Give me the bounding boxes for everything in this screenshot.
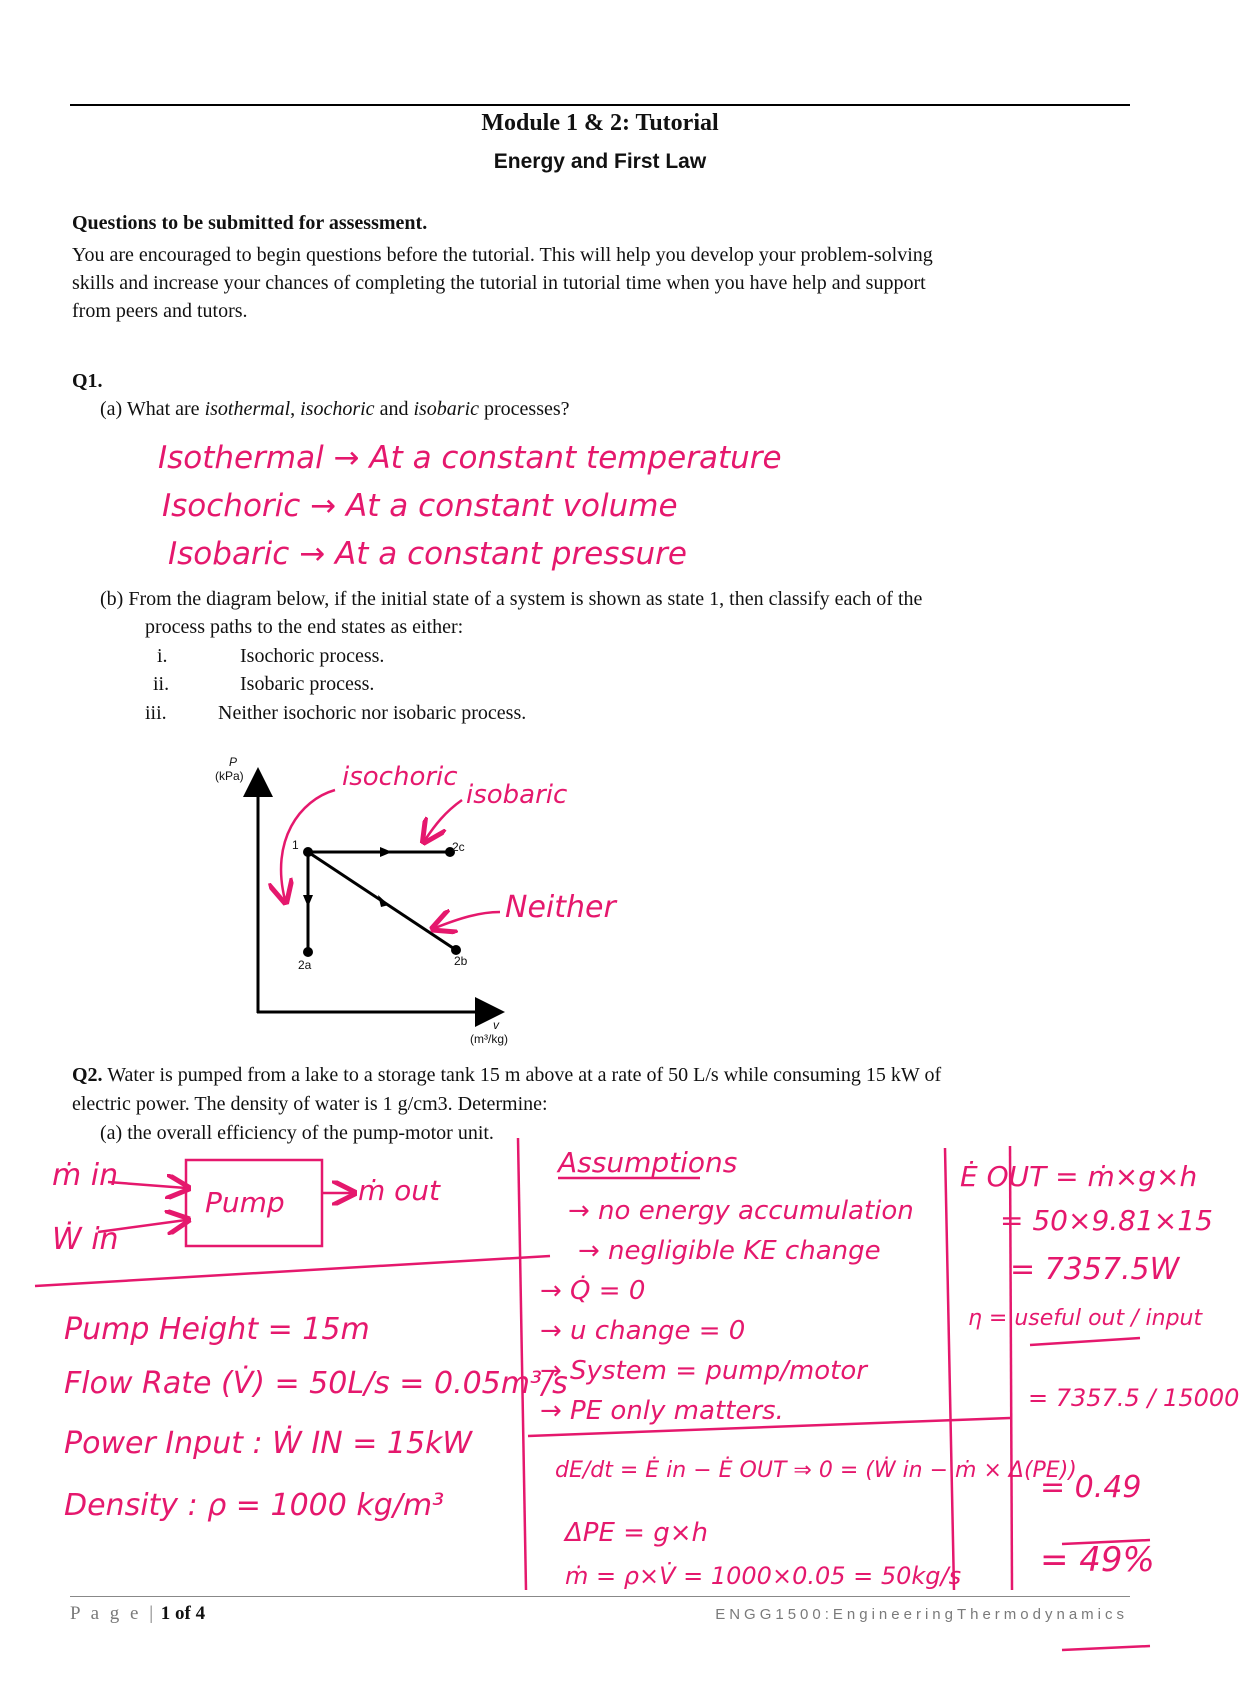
answer-isobaric: Isobaric → At a constant pressure: [168, 536, 687, 572]
page-number: [70, 1603, 205, 1625]
q1-a-sep: ,: [290, 398, 301, 420]
option-text-2: Isobaric process.: [240, 673, 375, 695]
energy-balance: dE/dt = Ė in − Ė OUT ⇒ 0 = (Ẇ in − ṁ × Δ(PE)): [555, 1458, 1077, 1483]
state-label-2a: 2a: [298, 958, 312, 972]
annotation-isochoric: isochoric: [342, 762, 458, 792]
given-power-input: Power Input : Ẇ IN = 15kW: [64, 1426, 473, 1461]
intro-line-1: You are encouraged to begin questions before the tutorial. This will help you develop your problem-solving: [72, 244, 933, 266]
eff-definition: η = useful out / input: [968, 1306, 1203, 1331]
hw-pump-label: Pump: [205, 1186, 285, 1219]
q1-a-prefix: (a) What are: [100, 398, 205, 420]
eff-e-out-value: = 7357.5W: [1010, 1252, 1180, 1287]
given-flow-rate: Flow Rate (V̇) = 50L/s = 0.05m³/s: [64, 1366, 568, 1401]
page-count: 1 of 4: [156, 1603, 206, 1624]
course-name: ENGG1500:EngineeringThermodynamics: [715, 1606, 1128, 1623]
eff-substitution: = 50×9.81×15: [1000, 1204, 1213, 1237]
hw-m-in: ṁ in: [52, 1158, 119, 1193]
option-num-2: ii.: [153, 673, 170, 695]
state-label-1: 1: [292, 838, 299, 852]
term-isochoric: isochoric: [300, 398, 375, 420]
state-label-2b: 2b: [454, 954, 468, 968]
assumption-5: → System = pump/motor: [540, 1356, 867, 1386]
q2-label: Q2.: [72, 1064, 103, 1086]
intro-line-3: from peers and tutors.: [72, 300, 248, 322]
x-axis-unit: (m³/kg): [470, 1032, 508, 1046]
given-height: Pump Height = 15m: [64, 1312, 370, 1347]
assumption-6: → PE only matters.: [540, 1396, 784, 1426]
given-density: Density : ρ = 1000 kg/m³: [64, 1488, 445, 1523]
y-axis-symbol: P: [229, 755, 238, 769]
state-label-2c: 2c: [452, 840, 465, 854]
mass-flow: ṁ = ρ×V̇ = 1000×0.05 = 50kg/s: [565, 1562, 962, 1590]
q2-line-2: electric power. The density of water is 1 g/cm3. Determine:: [72, 1093, 548, 1115]
assumption-4: → u change = 0: [540, 1316, 746, 1346]
option-text-3: Neither isochoric nor isobaric process.: [218, 702, 527, 724]
eff-percent: = 49%: [1040, 1540, 1155, 1580]
intro-line-2: skills and increase your chances of completing the tutorial in tutorial time when you have help and support: [72, 272, 926, 294]
term-isobaric: isobaric: [413, 398, 480, 420]
footer-rule: [70, 1596, 1130, 1597]
page-word: P a g e |: [70, 1603, 157, 1624]
annotation-isobaric: isobaric: [466, 780, 568, 810]
hw-w-in: Ẇ in: [52, 1222, 119, 1257]
page-title: Module 1 & 2: Tutorial: [481, 110, 719, 136]
page-subtitle: Energy and First Law: [493, 150, 707, 173]
answer-isothermal: Isothermal → At a constant temperature: [158, 440, 782, 476]
eff-e-out: Ė OUT = ṁ×g×h: [960, 1160, 1198, 1193]
q2-line-1-text: Water is pumped from a lake to a storage tank 15 m above at a rate of 50 L/s while consuming 15 kW of: [102, 1064, 942, 1086]
annotation-neither: Neither: [505, 890, 616, 925]
eff-decimal: = 0.49: [1040, 1470, 1142, 1505]
q1-a-and: and: [374, 398, 414, 420]
term-isothermal: isothermal: [204, 398, 291, 420]
assumption-3: → Q̇ = 0: [540, 1276, 646, 1306]
option-num-3: iii.: [145, 702, 167, 724]
option-text-1: Isochoric process.: [240, 645, 385, 667]
q1-part-b-line-1: (b) From the diagram below, if the initial state of a system is shown as state 1, then classify each of the: [100, 588, 923, 610]
y-axis-unit: (kPa): [215, 769, 244, 783]
q1-part-b-line-2: process paths to the end states as either:: [145, 616, 464, 638]
assumption-2: → negligible KE change: [578, 1236, 881, 1266]
assumptions-title: Assumptions: [558, 1146, 738, 1179]
hw-m-out: ṁ out: [358, 1174, 441, 1207]
delta-pe: ΔPE = g×h: [565, 1518, 708, 1548]
q1-a-suffix: processes?: [479, 398, 570, 420]
x-axis-symbol: v: [493, 1018, 499, 1032]
assessment-heading: Questions to be submitted for assessment.: [72, 212, 428, 234]
q2-part-a: (a) the overall efficiency of the pump-motor unit.: [100, 1122, 494, 1144]
q1-label: Q1.: [72, 370, 103, 392]
eff-ratio: = 7357.5 / 15000: [1028, 1384, 1239, 1412]
assumption-1: → no energy accumulation: [568, 1196, 914, 1226]
option-num-1: i.: [157, 645, 168, 667]
answer-isochoric: Isochoric → At a constant volume: [162, 488, 678, 524]
